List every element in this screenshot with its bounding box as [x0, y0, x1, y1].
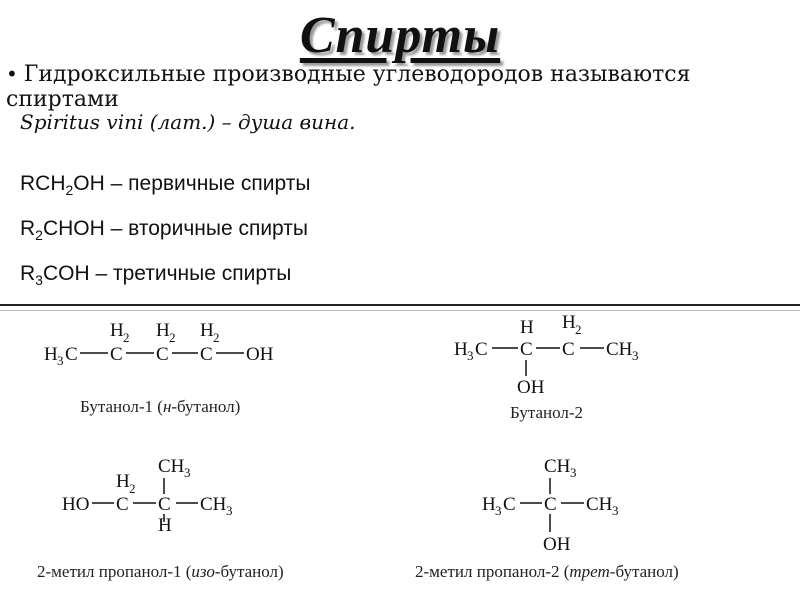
svg-text:H: H: [156, 320, 170, 341]
svg-text:C: C: [503, 494, 516, 515]
svg-text:3: 3: [467, 348, 474, 363]
butanol2-structure: [454, 312, 639, 398]
svg-text:CH: CH: [544, 456, 571, 477]
svg-text:OH: OH: [246, 344, 274, 365]
svg-text:H: H: [44, 344, 58, 365]
svg-text:C: C: [520, 339, 533, 360]
svg-text:H: H: [200, 320, 214, 341]
isobutanol-structure: [62, 456, 233, 536]
svg-text:3: 3: [612, 503, 619, 518]
svg-text:OH: OH: [543, 534, 571, 555]
svg-text:C: C: [110, 344, 123, 365]
svg-text:C: C: [158, 494, 171, 515]
bullet-dot-icon: •: [6, 62, 18, 86]
svg-text:CH: CH: [606, 339, 633, 360]
tertiary-alcohol-formula: $R_3COH$ – третичные спирты: [20, 262, 292, 289]
svg-text:C: C: [116, 494, 129, 515]
svg-text:HO: HO: [62, 494, 90, 515]
svg-text:C: C: [562, 339, 575, 360]
svg-text:3: 3: [570, 465, 577, 480]
svg-text:C: C: [200, 344, 213, 365]
svg-text:H: H: [110, 320, 124, 341]
svg-text:CH: CH: [158, 456, 185, 477]
svg-text:C: C: [65, 344, 78, 365]
latin-note: Spiritus vini (лат.) – душа вина.: [20, 110, 356, 134]
svg-text:2: 2: [123, 330, 130, 345]
svg-text:CH: CH: [586, 494, 613, 515]
primary-alcohol-formula: $RCH_2OH$ – первичные спирты: [20, 172, 311, 199]
tertbutanol-structure: [482, 456, 619, 555]
svg-text:2: 2: [129, 481, 136, 496]
definition-text: Гидроксильные производные углеводородов называются спиртами: [6, 62, 691, 112]
svg-text:2: 2: [575, 322, 582, 337]
svg-text:3: 3: [226, 503, 233, 518]
svg-text:C: C: [544, 494, 557, 515]
svg-text:OH: OH: [517, 377, 545, 398]
butanol1-caption: Бутанол-1 (н-бутанол): [80, 397, 241, 416]
isobutanol-caption: 2-метил пропанол-1 (изо-бутанол): [37, 562, 284, 581]
svg-text:3: 3: [184, 465, 191, 480]
svg-text:3: 3: [57, 353, 64, 368]
svg-text:3: 3: [495, 503, 502, 518]
svg-text:2: 2: [169, 330, 176, 345]
svg-text:H: H: [562, 312, 576, 333]
svg-text:3: 3: [632, 348, 639, 363]
page-title: Спирты: [299, 7, 501, 64]
svg-text:H: H: [116, 471, 130, 492]
butanol1-structure: [44, 320, 274, 368]
svg-text:H: H: [482, 494, 496, 515]
svg-text:CH: CH: [200, 494, 227, 515]
svg-text:H: H: [454, 339, 468, 360]
svg-text:H: H: [158, 515, 172, 536]
secondary-alcohol-formula: $R_2CHOH$ – вторичные спирты: [20, 217, 308, 244]
butanol2-caption: Бутанол-2: [510, 403, 584, 422]
svg-text:C: C: [156, 344, 169, 365]
svg-text:2: 2: [213, 330, 220, 345]
svg-text:C: C: [475, 339, 488, 360]
svg-text:H: H: [520, 317, 534, 338]
tertbutanol-caption: 2-метил пропанол-2 (трет-бутанол): [415, 562, 679, 581]
